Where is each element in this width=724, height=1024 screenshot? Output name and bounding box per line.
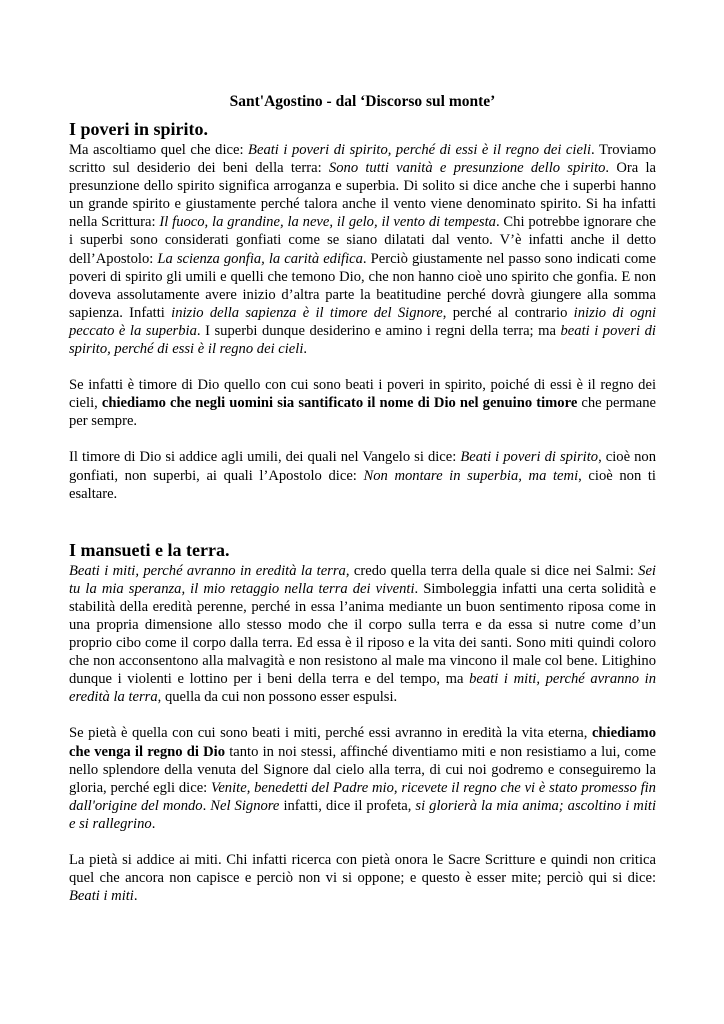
text-run: , quella da cui non possono esser espulsi.: [157, 689, 398, 706]
italic-run: La scienza gonfia, la carità edifica: [157, 250, 363, 267]
text-run: . I superbi dunque desiderino e amino i regni della terra; ma: [196, 322, 561, 339]
text-run: tanto in noi stessi, affinché diventiamo miti e non resistiamo a lui, come nello splendore della venuta del Signore dal cielo alla terra, di cui noi godremo e conseguiremo la gloria, perché egli dice:: [69, 743, 656, 796]
paragraph: [69, 141, 656, 358]
text-run: .: [133, 888, 138, 905]
section-heading: I poveri in spirito.: [69, 119, 209, 139]
italic-run: inizio della sapienza è il timore del Signore: [171, 304, 443, 321]
text-run: che permane per sempre.: [69, 395, 656, 430]
bold-run: chiediamo che venga il regno di Dio: [69, 725, 656, 760]
text-run: , cioè non gonfiati, non superbi, ai quali l’Apostolo dice:: [69, 449, 656, 484]
italic-run: Venite, benedetti del Padre mio, ricevete il regno che vi è stato promesso fin dall'origine del mondo: [69, 779, 656, 814]
italic-run: beati i miti, perché avranno in eredità la terra: [69, 671, 656, 706]
text-run: , credo quella terra della quale si dice nei Salmi:: [345, 562, 639, 579]
document-body: [69, 93, 656, 905]
italic-run: Sono tutti vanità e presunzione dello spirito: [328, 160, 606, 177]
italic-run: Beati i poveri di spirito: [460, 449, 599, 466]
text-run: . Ora la presunzione dello spirito significa arroganza e superbia. Di solito si dice anche che i superbi hanno un grande spirito e giustamente perché talora anche il vento viene denominato spirito. Si ha infatti nella Scrittura:: [69, 160, 656, 231]
paragraph: [69, 376, 656, 430]
section-heading: I mansueti e la terra.: [69, 539, 230, 560]
paragraph: [69, 851, 656, 905]
text-run: La pietà si addice ai miti. Chi infatti ricerca con pietà onora le Sacre Scritture e quindi non critica quel che ancora non capisce e perciò non vi si oppone; e questo è esser mite; perciò qui si dice:: [69, 852, 656, 887]
section-poveri-in-spirito: [69, 119, 656, 503]
text-run: , perché al contrario: [442, 304, 574, 321]
italic-run: Beati i poveri di spirito, perché di essi è il regno dei cieli: [248, 142, 592, 158]
italic-run: Beati i miti, perché avranno in eredità la terra: [69, 562, 346, 579]
text-run: .: [303, 341, 308, 358]
text-run: Ma ascoltiamo quel che dice:: [69, 142, 249, 158]
paragraph: [69, 562, 656, 707]
document-title: Sant'Agostino - dal ‘Discorso sul monte’: [229, 93, 496, 110]
text-run: . Chi potrebbe ignorare che i superbi sono considerati gonfiati come se siano dilatati dal vento. V’è infatti anche il detto dell’Apostolo:: [69, 214, 656, 267]
italic-run: inizio di ogni peccato è la superbia: [69, 304, 656, 339]
section-mansueti-e-la-terra: [69, 540, 656, 906]
text-run: .: [151, 815, 156, 832]
text-run: . Simboleggia infatti una certa solidità e stabilità della eredità perenne, perché in essa l’anima mediante un buon sentimento riposa come in una propria dimensione allo stesso modo che il corpo sulla terra e da essa si nutre come d’un proprio cibo come il corpo dalla terra. Ed essa è il riposo e la vita dei santi. Sono miti quindi coloro che non acconsentono alla malvagità e non resistono al male ma vincono il male col bene. Litighino dunque i violenti e lottino per i beni della terra e del tempo, ma: [69, 580, 656, 688]
italic-run: Beati i miti: [69, 888, 134, 905]
italic-run: Non montare in superbia, ma temi: [363, 467, 579, 484]
paragraph: [69, 724, 656, 833]
text-run: , cioè non ti esaltare.: [69, 467, 656, 502]
text-run: Se infatti è timore di Dio quello con cui sono beati i poveri in spirito, poiché di essi è il regno dei cieli,: [69, 377, 656, 412]
text-run: .: [202, 797, 211, 814]
text-run: infatti, dice il profeta,: [279, 797, 416, 814]
text-run: . Perciò giustamente nel passo sono indicati come poveri di spirito gli umili e quelli che temono Dio, che non hanno cioè uno spirito che gonfia. E non doveva assolutamente avere inizio d’altra parte la beatitudine perché dovrà giungere alla somma sapienza. Infatti: [69, 250, 656, 321]
italic-run: Nel Signore: [210, 797, 280, 814]
text-run: Se pietà è quella con cui sono beati i miti, perché essi avranno in eredità la vita eterna,: [69, 725, 592, 742]
bold-run: chiediamo che negli uomini sia santificato il nome di Dio nel genuino timore: [101, 395, 578, 412]
text-run: . Troviamo scritto sul desiderio dei beni della terra:: [69, 142, 656, 177]
italic-run: Il fuoco, la grandine, la neve, il gelo, il vento di tempesta: [159, 214, 496, 231]
italic-run: Sei tu la mia speranza, il mio retaggio nella terra dei viventi: [69, 562, 656, 597]
italic-run: si glorierà la mia anima; ascoltino i miti e si rallegrino: [69, 797, 656, 832]
paragraph: [69, 448, 656, 502]
italic-run: beati i poveri di spirito, perché di essi è il regno dei cieli: [69, 322, 656, 358]
text-run: Il timore di Dio si addice agli umili, dei quali nel Vangelo si dice:: [69, 449, 461, 466]
